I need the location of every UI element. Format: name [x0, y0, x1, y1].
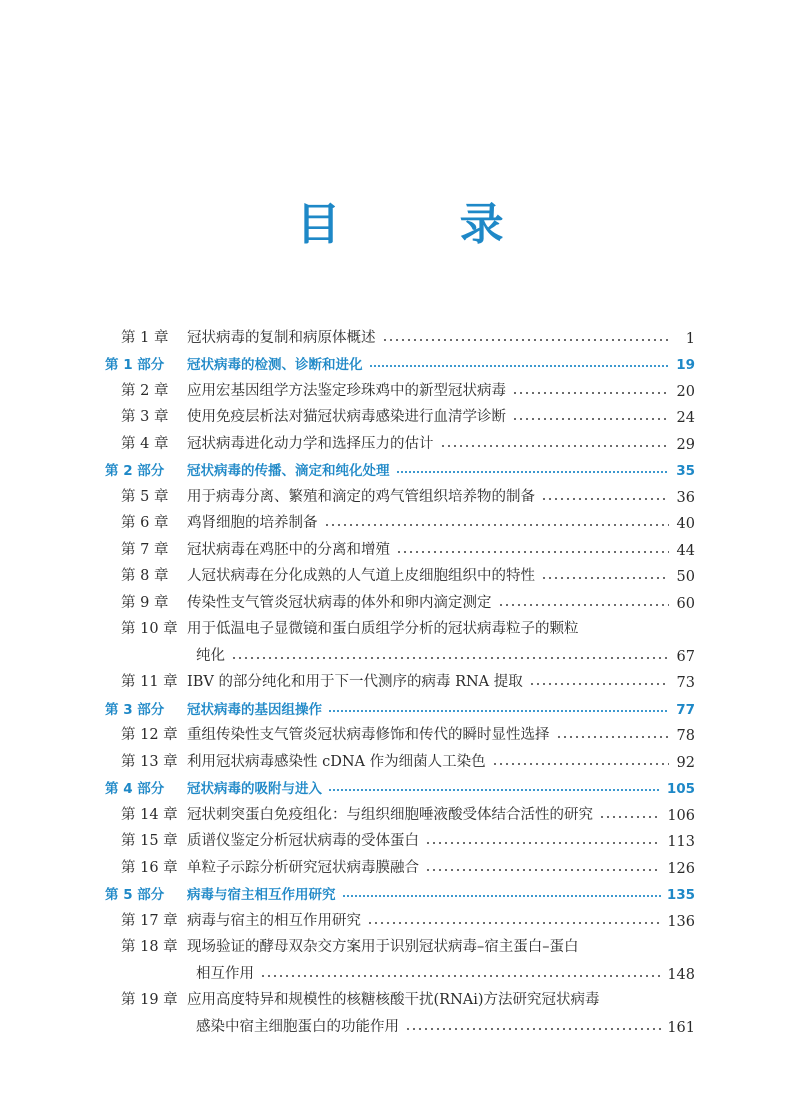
- entry-title: 重组传染性支气管炎冠状病毒修饰和传代的瞬时显性选择: [187, 727, 550, 743]
- dot-leader: [599, 814, 661, 820]
- page-number: 113: [667, 834, 695, 850]
- table-of-contents: [105, 320, 695, 1036]
- dot-leader: [396, 549, 669, 555]
- part-label: 第 2 部分: [105, 463, 165, 479]
- entry-title: 质谱仪鉴定分析冠状病毒的受体蛋白: [187, 833, 419, 849]
- chapter-label: 第 15 章: [121, 833, 178, 849]
- dot-leader: [541, 496, 669, 502]
- toc-chapter-entry[interactable]: [105, 612, 695, 639]
- entry-title: 冠状病毒在鸡胚中的分离和增殖: [187, 541, 390, 558]
- chapter-label: 第 18 章: [121, 939, 178, 955]
- toc-chapter-entry[interactable]: [105, 824, 695, 851]
- chapter-label: 第 9 章: [121, 594, 169, 611]
- page-number: 36: [676, 489, 695, 506]
- toc-chapter-entry[interactable]: [105, 718, 695, 745]
- dot-leader: [324, 522, 670, 528]
- entry-title: 使用免疫层析法对猫冠状病毒感染进行血清学诊断: [187, 409, 506, 425]
- dot-leader: [541, 575, 669, 581]
- chapter-label: 第 2 章: [121, 382, 169, 399]
- chapter-label: 第 12 章: [121, 727, 178, 743]
- chapter-label: 第 11 章: [121, 674, 178, 690]
- page-number: 24: [676, 410, 695, 426]
- entry-title-continued: 纯化: [196, 647, 225, 664]
- toc-chapter-entry[interactable]: [105, 744, 695, 771]
- page-number: 77: [676, 701, 695, 718]
- toc-chapter-entry[interactable]: [105, 850, 695, 877]
- dot-leader: [405, 1026, 661, 1032]
- entry-title: 冠状病毒的基因组操作: [187, 701, 322, 718]
- toc-chapter-entry[interactable]: [105, 400, 695, 427]
- dot-leader: [425, 867, 661, 873]
- dot-leader: [369, 363, 670, 369]
- dot-leader: [231, 655, 669, 661]
- chapter-label: 第 14 章: [121, 806, 178, 823]
- toc-chapter-entry[interactable]: [105, 903, 695, 930]
- dot-leader: [512, 390, 669, 396]
- entry-title-continued: 感染中宿主细胞蛋白的功能作用: [196, 1018, 399, 1035]
- page-number: 105: [666, 781, 695, 797]
- chapter-label: 第 10 章: [121, 621, 178, 637]
- dot-leader: [260, 973, 661, 979]
- chapter-label: 第 16 章: [121, 859, 178, 876]
- chapter-label: 第 13 章: [121, 753, 178, 770]
- page-number: 67: [676, 648, 695, 665]
- page-title: 目 录: [296, 199, 556, 250]
- toc-part-entry[interactable]: [105, 877, 695, 904]
- page-number: 78: [676, 728, 695, 744]
- part-label: 第 5 部分: [105, 887, 165, 903]
- page-number: 35: [676, 463, 695, 479]
- page-number: 73: [676, 675, 695, 691]
- entry-title: 冠状病毒的吸附与进入: [187, 781, 322, 797]
- page-number: 92: [676, 754, 695, 771]
- toc-chapter-entry[interactable]: [105, 373, 695, 400]
- entry-title: 冠状病毒的传播、滴定和纯化处理: [187, 463, 390, 479]
- entry-title: 应用宏基因组学方法鉴定珍珠鸡中的新型冠状病毒: [187, 382, 506, 399]
- dot-leader: [492, 761, 669, 767]
- part-label: 第 1 部分: [105, 357, 165, 373]
- page-number: 20: [676, 383, 695, 400]
- toc-part-entry[interactable]: [105, 453, 695, 480]
- chapter-label: 第 4 章: [121, 435, 169, 452]
- page-number: 40: [676, 516, 695, 532]
- dot-leader: [328, 708, 669, 714]
- entry-title: 鸡肾细胞的培养制备: [187, 515, 318, 531]
- page-number: 161: [667, 1019, 695, 1036]
- toc-chapter-entry[interactable]: [105, 585, 695, 612]
- entry-title: 冠状病毒的检测、诊断和进化: [187, 357, 363, 373]
- page-number: 148: [667, 966, 695, 983]
- entry-title: 传染性支气管炎冠状病毒的体外和卵内滴定测定: [187, 594, 492, 611]
- part-label: 第 3 部分: [105, 701, 165, 718]
- part-label: 第 4 部分: [105, 781, 165, 797]
- dot-leader: [556, 734, 670, 740]
- entry-title: 单粒子示踪分析研究冠状病毒膜融合: [187, 859, 419, 876]
- dot-leader: [396, 469, 670, 475]
- chapter-label: 第 6 章: [121, 515, 169, 531]
- entry-title: 用于低温电子显微镜和蛋白质组学分析的冠状病毒粒子的颗粒: [187, 621, 579, 637]
- entry-title: 冠状病毒的复制和病原体概述: [187, 329, 376, 346]
- page-number: 19: [676, 357, 695, 373]
- dot-leader: [498, 602, 670, 608]
- toc-chapter-entry[interactable]: [105, 665, 695, 692]
- toc-part-entry[interactable]: [105, 691, 695, 718]
- page-number: 1: [685, 330, 695, 347]
- entry-title: 病毒与宿主相互作用研究: [187, 887, 336, 903]
- dot-leader: [367, 920, 661, 926]
- chapter-label: 第 17 章: [121, 912, 178, 929]
- entry-title-continued: 相互作用: [196, 965, 254, 982]
- toc-chapter-entry-continuation[interactable]: [105, 638, 695, 665]
- dot-leader: [342, 893, 661, 899]
- entry-title: 冠状刺突蛋白免疫组化：与组织细胞唾液酸受体结合活性的研究: [187, 806, 593, 823]
- dot-leader: [382, 337, 670, 343]
- dot-leader: [512, 416, 669, 422]
- toc-chapter-entry[interactable]: [105, 320, 695, 347]
- page-number: 44: [676, 542, 695, 559]
- chapter-label: 第 7 章: [121, 541, 169, 558]
- toc-chapter-entry[interactable]: [105, 532, 695, 559]
- chapter-label: 第 8 章: [121, 568, 169, 584]
- toc-part-entry[interactable]: [105, 771, 695, 798]
- entry-title: 冠状病毒进化动力学和选择压力的估计: [187, 435, 434, 452]
- toc-chapter-entry[interactable]: [105, 559, 695, 586]
- page-number: 29: [676, 436, 695, 453]
- page-number: 136: [667, 913, 695, 930]
- toc-chapter-entry[interactable]: [105, 983, 695, 1010]
- toc-chapter-entry[interactable]: [105, 930, 695, 957]
- dot-leader: [529, 681, 669, 687]
- page-number: 135: [666, 887, 695, 903]
- toc-chapter-entry[interactable]: [105, 426, 695, 453]
- page-number: 106: [667, 807, 695, 824]
- toc-chapter-entry[interactable]: [105, 506, 695, 533]
- dot-leader: [425, 840, 661, 846]
- chapter-label: 第 3 章: [121, 409, 169, 425]
- entry-title: 利用冠状病毒感染性 cDNA 作为细菌人工染色: [187, 753, 486, 770]
- chapter-label: 第 5 章: [121, 488, 169, 505]
- page-number: 50: [676, 569, 695, 585]
- toc-part-entry[interactable]: [105, 347, 695, 374]
- entry-title: 病毒与宿主的相互作用研究: [187, 912, 361, 929]
- dot-leader: [328, 787, 661, 793]
- toc-chapter-entry-continuation[interactable]: [105, 1009, 695, 1036]
- chapter-label: 第 1 章: [121, 329, 169, 346]
- toc-chapter-entry[interactable]: [105, 797, 695, 824]
- toc-chapter-entry[interactable]: [105, 479, 695, 506]
- dot-leader: [440, 443, 670, 449]
- toc-chapter-entry-continuation[interactable]: [105, 956, 695, 983]
- page-number: 126: [667, 860, 695, 877]
- entry-title: 用于病毒分离、繁殖和滴定的鸡气管组织培养物的制备: [187, 488, 535, 505]
- entry-title: IBV 的部分纯化和用于下一代测序的病毒 RNA 提取: [187, 674, 523, 690]
- page-number: 60: [676, 595, 695, 612]
- entry-title: 人冠状病毒在分化成熟的人气道上皮细胞组织中的特性: [187, 568, 535, 584]
- entry-title: 现场验证的酵母双杂交方案用于识别冠状病毒–宿主蛋白–蛋白: [187, 939, 579, 955]
- chapter-label: 第 19 章: [121, 992, 178, 1008]
- entry-title: 应用高度特异和规模性的核糖核酸干扰(RNAi)方法研究冠状病毒: [187, 992, 600, 1008]
